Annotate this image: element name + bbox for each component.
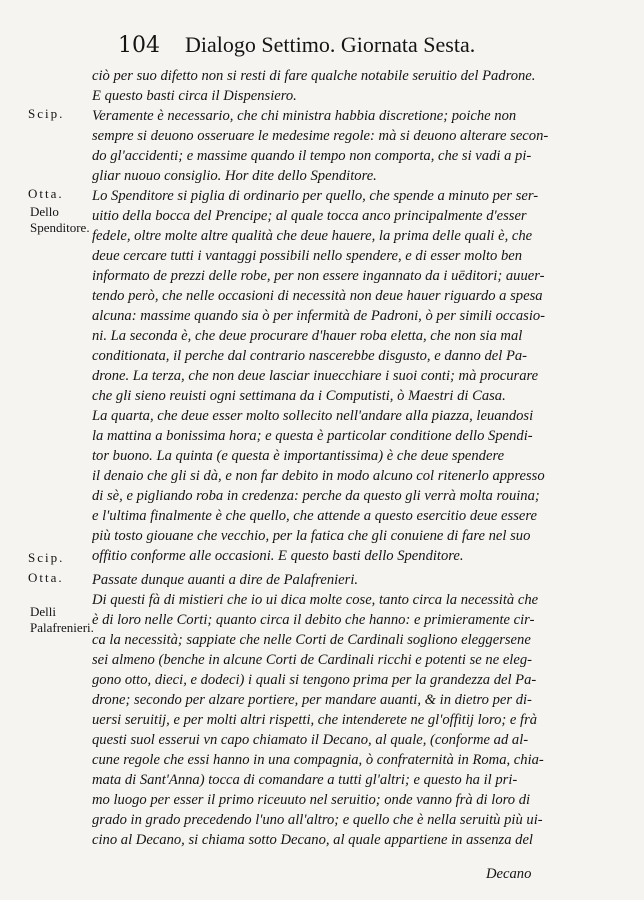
text-line: tendo però, che nelle occasioni di necessità non deue hauer riguardo a spesa: [92, 288, 543, 304]
text-line: cino al Decano, si chiama sotto Decano, al quale appartiene in assenza del: [92, 832, 533, 848]
page-number: 104: [118, 33, 160, 58]
text-line: tor buono. La quinta (e questa è importantissima) è che deue spendere: [92, 448, 505, 464]
text-line: la mattina a bonissima hora; e questa è particolar conditione dello Spendi-: [92, 428, 533, 444]
text-line: mo luogo per esser il primo riceuuto nel seruitio; onde vanno frà di loro di: [92, 792, 531, 808]
speaker-label: Scip.: [28, 550, 65, 565]
speaker-label: Scip.: [28, 106, 65, 121]
text-line: deue cercare tutti i vantaggi possibili nello spendere, e di esser molto ben: [92, 248, 523, 264]
text-line: ca la necessità; sappiate che nelle Corti de Cardinali sogliono eleggersene: [92, 632, 531, 648]
speaker-label: Otta.: [28, 186, 64, 201]
text-line: La quarta, che deue esser molto sollecito nell'andare alla piazza, leuandosi: [92, 408, 534, 424]
text-line: offitio conforme alle occasioni. E questo basti dello Spenditore.: [92, 548, 464, 564]
catchword: Decano: [486, 866, 532, 882]
text-line: fedele, oltre molte altre qualità che deue hauere, la prima delle quali è, che: [92, 228, 533, 244]
running-header: [118, 32, 538, 59]
text-line: do gl'accidenti; e massime quando il tempo non comporta, che si vadi a pi-: [92, 148, 532, 164]
text-line: Passate dunque auanti a dire de Palafrenieri.: [92, 572, 359, 588]
text-line: il denaio che gli si dà, e non far debito in modo alcuno col ritenerlo appresso: [92, 468, 545, 484]
text-line: informato de prezzi delle robe, per non essere ingannato da i uēditori; auuer-: [92, 268, 545, 284]
margin-note-palafrenieri: Delli Palafrenieri.: [30, 604, 94, 635]
speaker-label: Otta.: [28, 570, 64, 585]
text-line: drone; secondo per alzare portiere, per mandare auanti, & in dietro per di-: [92, 692, 532, 708]
text-line: alcuna: massime quando sia ò per infermità de Padroni, ò per simili occasio-: [92, 308, 546, 324]
text-line: è di loro nelle Corti; quanto circa il debito che hanno: e primieramente cir-: [92, 612, 535, 628]
running-title: Dialogo Settimo. Giornata Sesta.: [185, 32, 476, 57]
text-line: e l'ultima finalmente è che quello, che attende a questo esercitio deue essere: [92, 508, 537, 524]
text-line: Di questi fà di mistieri che io ui dica molte cose, tanto circa la necessità che: [92, 592, 539, 608]
text-line: mata di Sant'Anna) tocca di comandare a tutti gl'altri; e questo ha il pri-: [92, 772, 518, 788]
text-line: conditionata, il perche dal contrario nascerebbe disgusto, e danno del Pa-: [92, 348, 528, 364]
text-line: ni. La seconda è, che deue procurare d'hauer roba eletta, che non sia mal: [92, 328, 523, 344]
text-line: Lo Spenditore si piglia di ordinario per quello, che spende a minuto per ser-: [92, 188, 539, 204]
text-line: cune regole che essi hanno in una compagnia, ò confraternità in Roma, chia-: [92, 752, 544, 768]
text-line: di sè, e pigliando roba in credenza: perche da questo gli verrà molta rouina;: [92, 488, 540, 504]
text-line: sei almeno (benche in alcune Corti de Cardinali ricchi e potenti se ne eleg-: [92, 652, 532, 668]
text-line: Veramente è necessario, che chi ministra habbia discretione; poiche non: [92, 108, 517, 124]
text-line: grado in grado precedendo l'uno all'altro; e quello che è nella seruitù più ui-: [92, 812, 543, 828]
text-line: uersi seruitij, e per molti altri rispetti, che intenderete ne gl'offitij loro; e frà: [92, 712, 538, 728]
text-line: gono otto, dieci, e dodeci) i quali si tengono prima per la grandezza del Pa-: [92, 672, 537, 688]
text-line: uitio della bocca del Prencipe; al quale tocca anco principalmente d'esser: [92, 208, 527, 224]
text-line: più tosto giouane che vecchio, per la fatica che gli conuiene di fare nel suo: [92, 528, 531, 544]
text-line: gliar nuouo consiglio. Hor dite dello Spenditore.: [92, 168, 377, 184]
text-line: che gli sieno reuisti ogni settimana da i Computisti, ò Maestri di Casa.: [92, 388, 506, 404]
text-line: E questo basti circa il Dispensiero.: [92, 88, 297, 104]
text-line: questi suol esserui vn capo chiamato il Decano, al quale, (conforme ad al-: [92, 732, 529, 748]
text-line: sempre si deuono osseruare le medesime regole: mà si deuono alterare secon-: [92, 128, 549, 144]
text-line: drone. La terza, che non deue lasciar inuecchiare i suoi conti; mà procurare: [92, 368, 539, 384]
margin-note-spenditore: Dello Spenditore.: [30, 204, 90, 235]
text-line: ciò per suo difetto non si resti di fare qualche notabile seruitio del Padrone.: [92, 68, 536, 84]
